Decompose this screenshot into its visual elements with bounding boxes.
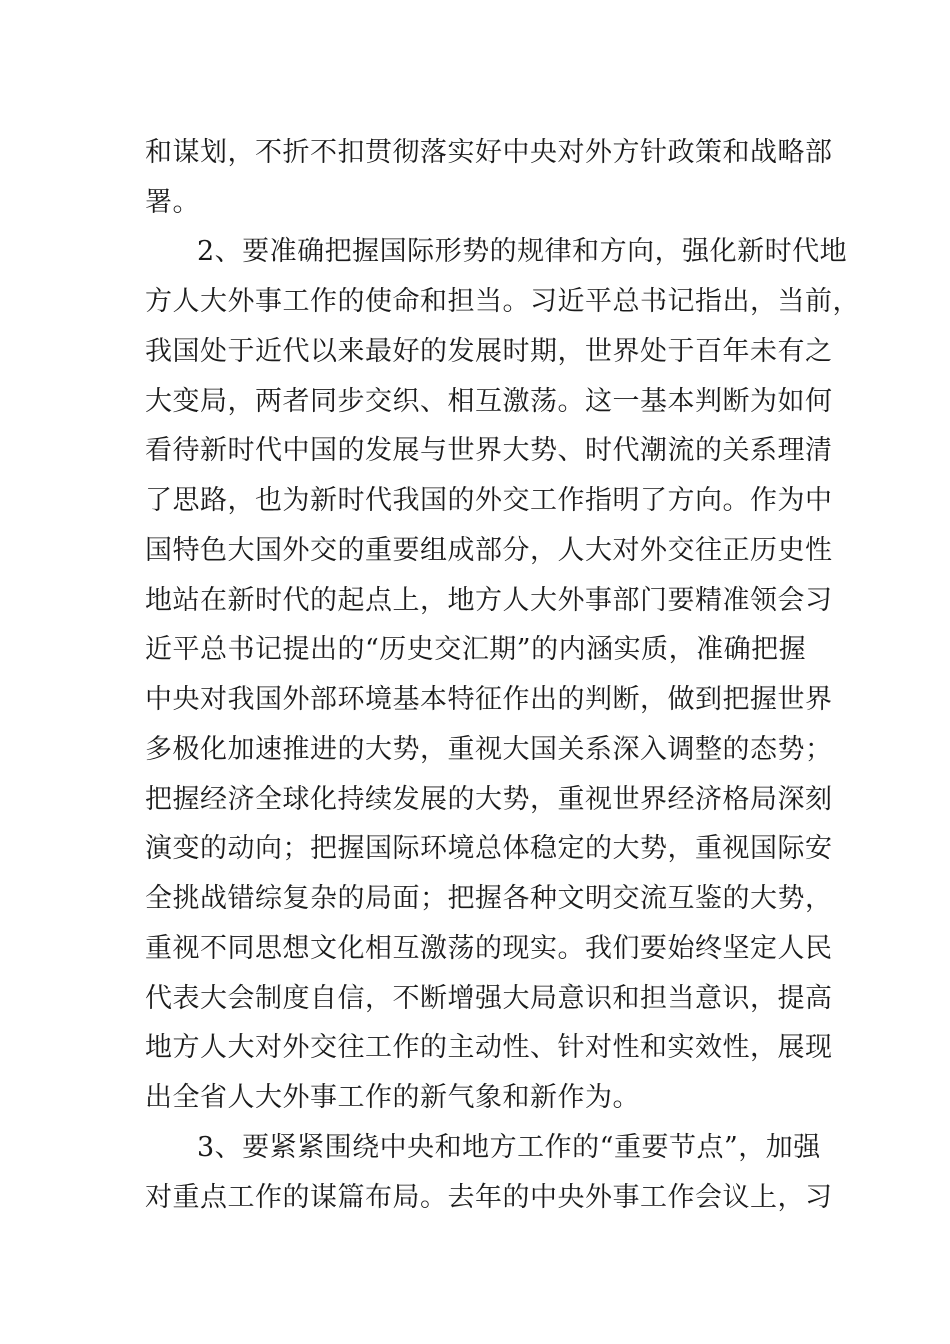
- text-line: 了思路，也为新时代我国的外交工作指明了方向。作为中: [145, 485, 833, 516]
- text-line: 出全省人大外事工作的新气象和新作为。: [145, 1082, 640, 1113]
- text-line: 地方人大对外交往工作的主动性、针对性和实效性，展现: [145, 1032, 833, 1063]
- paragraph-start-line: 2、要准确把握国际形势的规律和方向，强化新时代地: [197, 236, 848, 267]
- text-line: 多极化加速推进的大势，重视大国关系深入调整的态势；: [145, 734, 833, 765]
- text-line: 我国处于近代以来最好的发展时期，世界处于百年未有之: [145, 336, 833, 367]
- paragraph-start-line: 3、要紧紧围绕中央和地方工作的“重要节点”，加强: [197, 1132, 821, 1163]
- text-line: 全挑战错综复杂的局面；把握各种文明交流互鉴的大势，: [145, 883, 833, 914]
- text-line: 代表大会制度自信，不断增强大局意识和担当意识，提高: [145, 983, 833, 1014]
- text-line: 把握经济全球化持续发展的大势，重视世界经济格局深刻: [145, 784, 833, 815]
- text-line: 重视不同思想文化相互激荡的现实。我们要始终坚定人民: [145, 933, 833, 964]
- text-line: 中央对我国外部环境基本特征作出的判断，做到把握世界: [145, 684, 833, 715]
- text-line: 大变局，两者同步交织、相互激荡。这一基本判断为如何: [145, 386, 833, 417]
- text-line: 地站在新时代的起点上，地方人大外事部门要精准领会习: [145, 585, 833, 616]
- text-line: 方人大外事工作的使命和担当。习近平总书记指出，当前，: [145, 286, 860, 317]
- text-line: 署。: [145, 187, 200, 218]
- text-line: 国特色大国外交的重要组成部分，人大对外交往正历史性: [145, 535, 833, 566]
- text-line: 和谋划，不折不扣贯彻落实好中央对外方针政策和战略部: [145, 137, 833, 168]
- text-line: 对重点工作的谋篇布局。去年的中央外事工作会议上，习: [145, 1182, 833, 1213]
- text-line: 近平总书记提出的“历史交汇期”的内涵实质，准确把握: [145, 634, 807, 665]
- text-line: 演变的动向；把握国际环境总体稳定的大势，重视国际安: [145, 833, 833, 864]
- text-line: 看待新时代中国的发展与世界大势、时代潮流的关系理清: [145, 435, 833, 466]
